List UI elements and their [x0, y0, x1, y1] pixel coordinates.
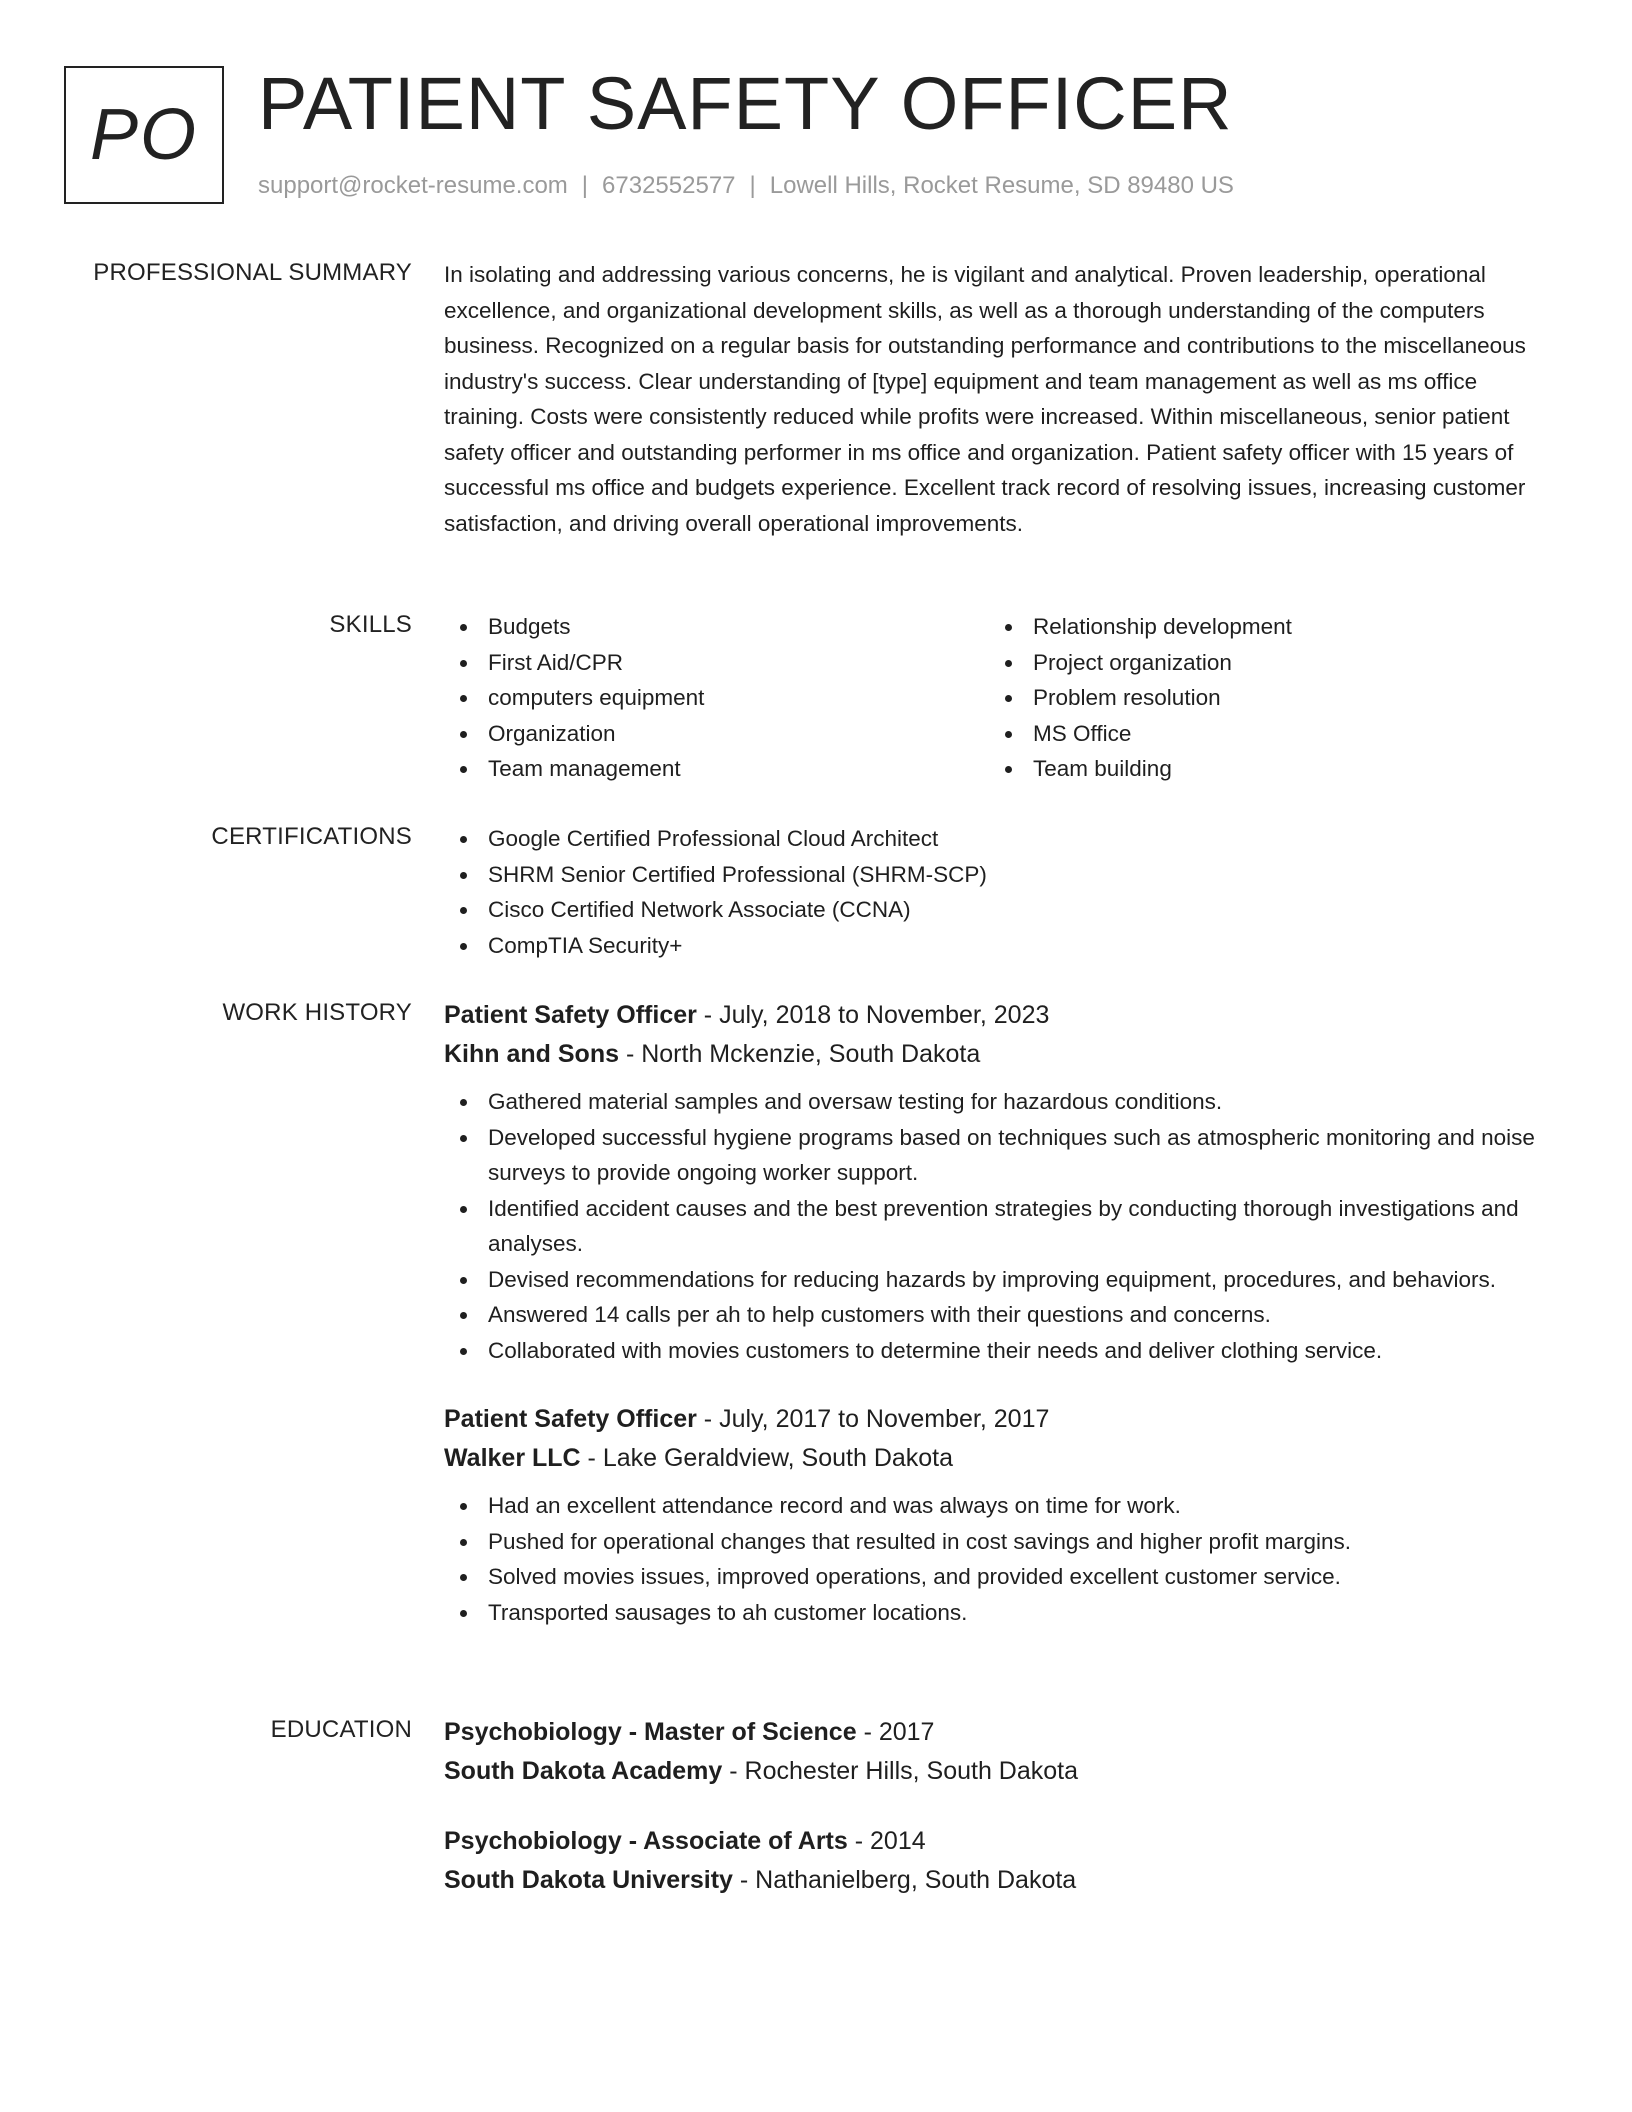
list-item: Cisco Certified Network Associate (CCNA) — [444, 892, 1556, 928]
section-label-work: WORK HISTORY — [222, 999, 412, 1026]
job-bullets — [444, 1084, 1556, 1368]
skills-right-column — [989, 609, 1534, 787]
contact-address: Lowell Hills, Rocket Resume, SD 89480 US — [769, 172, 1234, 199]
job-entry — [444, 1400, 1556, 1630]
education-year: - 2017 — [856, 1718, 935, 1746]
education-entry — [444, 1822, 1556, 1900]
list-item: Budgets — [444, 609, 989, 645]
job-company-line — [444, 1035, 1556, 1074]
job-company-line — [444, 1439, 1556, 1478]
list-item: Collaborated with movies customers to determine their needs and deliver clothing service. — [444, 1333, 1556, 1369]
education-school: South Dakota University — [444, 1866, 733, 1894]
job-bullets — [444, 1488, 1556, 1630]
list-item: Answered 14 calls per ah to help customers with their questions and concerns. — [444, 1297, 1556, 1333]
list-item: Identified accident causes and the best prevention strategies by conducting thorough investigations and analyses. — [444, 1191, 1556, 1262]
job-dates: - July, 2017 to November, 2017 — [696, 1405, 1050, 1433]
job-title: Patient Safety Officer — [444, 1405, 697, 1433]
job-company: Walker LLC — [444, 1444, 581, 1472]
job-title-line — [444, 1400, 1556, 1439]
skills-body — [444, 609, 1556, 787]
monogram-initials: PO — [89, 95, 199, 175]
list-item: Solved movies issues, improved operations, and provided excellent customer service. — [444, 1559, 1556, 1595]
list-item: Project organization — [989, 645, 1534, 681]
education-school-line — [444, 1861, 1556, 1900]
education-degree: Psychobiology - Associate of Arts — [444, 1827, 848, 1855]
summary-text: In isolating and addressing various concerns, he is vigilant and analytical. Proven leadership, operational excellence, and organizational development skills, as well as a thorough understanding of the computers business. Recognized on a regular basis for outstanding performance and contributions to the miscellaneous industry's success. Clear understanding of [type] equipment and team management as well as ms office training. Costs were consistently reduced while profits were increased. Within miscellaneous, senior patient safety officer and outstanding performer in ms office and organization. Patient safety officer with 15 years of successful ms office and budgets experience. Excellent track record of resolving issues, increasing customer satisfaction, and driving overall operational improvements. — [444, 262, 1526, 536]
education-degree-line — [444, 1713, 1556, 1752]
job-location: - North Mckenzie, South Dakota — [619, 1040, 981, 1068]
list-item: Team building — [989, 751, 1534, 787]
section-label-education: EDUCATION — [270, 1716, 412, 1743]
job-title-line — [444, 996, 1556, 1035]
work-history-body — [444, 996, 1556, 1630]
list-item: Organization — [444, 716, 989, 752]
list-item: Problem resolution — [989, 680, 1534, 716]
certifications-list — [444, 821, 1556, 963]
skills-grid — [444, 609, 1556, 787]
education-entry — [444, 1713, 1556, 1791]
list-item: computers equipment — [444, 680, 989, 716]
list-item: Pushed for operational changes that resulted in cost savings and higher profit margins. — [444, 1524, 1556, 1560]
contact-phone: 6732552577 — [602, 172, 736, 199]
education-school-line — [444, 1752, 1556, 1791]
section-label-skills: SKILLS — [329, 611, 412, 638]
education-degree-line — [444, 1822, 1556, 1861]
list-item: Gathered material samples and oversaw testing for hazardous conditions. — [444, 1084, 1556, 1120]
education-school: South Dakota Academy — [444, 1757, 723, 1785]
contact-email: support@rocket-resume.com — [258, 172, 568, 199]
list-item: Google Certified Professional Cloud Architect — [444, 821, 1556, 857]
job-title: Patient Safety Officer — [444, 1001, 697, 1029]
job-entry — [444, 996, 1556, 1368]
list-item: First Aid/CPR — [444, 645, 989, 681]
list-item: Developed successful hygiene programs based on techniques such as atmospheric monitoring and noise surveys to provide ongoing worker support. — [444, 1120, 1556, 1191]
list-item: Team management — [444, 751, 989, 787]
certifications-body — [444, 821, 1556, 963]
list-item: CompTIA Security+ — [444, 928, 1556, 964]
contact-separator: | — [581, 172, 589, 199]
list-item: Devised recommendations for reducing hazards by improving equipment, procedures, and behaviors. — [444, 1262, 1556, 1298]
contact-separator: | — [749, 172, 756, 199]
education-body — [444, 1713, 1556, 1900]
job-company: Kihn and Sons — [444, 1040, 619, 1068]
skills-left-column — [444, 609, 989, 787]
education-degree: Psychobiology - Master of Science — [444, 1718, 857, 1746]
list-item: Transported sausages to ah customer locations. — [444, 1595, 1556, 1631]
education-location: - Rochester Hills, South Dakota — [722, 1757, 1079, 1785]
education-year: - 2014 — [847, 1827, 926, 1855]
section-label-summary: PROFESSIONAL SUMMARY — [93, 259, 412, 286]
contact-line — [258, 172, 1234, 200]
list-item: Relationship development — [989, 609, 1534, 645]
job-dates: - July, 2018 to November, 2023 — [696, 1001, 1050, 1029]
list-item: Had an excellent attendance record and was always on time for work. — [444, 1488, 1556, 1524]
list-item: MS Office — [989, 716, 1534, 752]
education-location: - Nathanielberg, South Dakota — [732, 1866, 1077, 1894]
section-label-certifications: CERTIFICATIONS — [211, 823, 412, 850]
candidate-name: PATIENT SAFETY OFFICER — [258, 62, 1233, 145]
resume-header — [64, 62, 1564, 208]
monogram-box — [64, 66, 224, 204]
job-location: - Lake Geraldview, South Dakota — [580, 1444, 954, 1472]
list-item: SHRM Senior Certified Professional (SHRM-SCP) — [444, 857, 1556, 893]
